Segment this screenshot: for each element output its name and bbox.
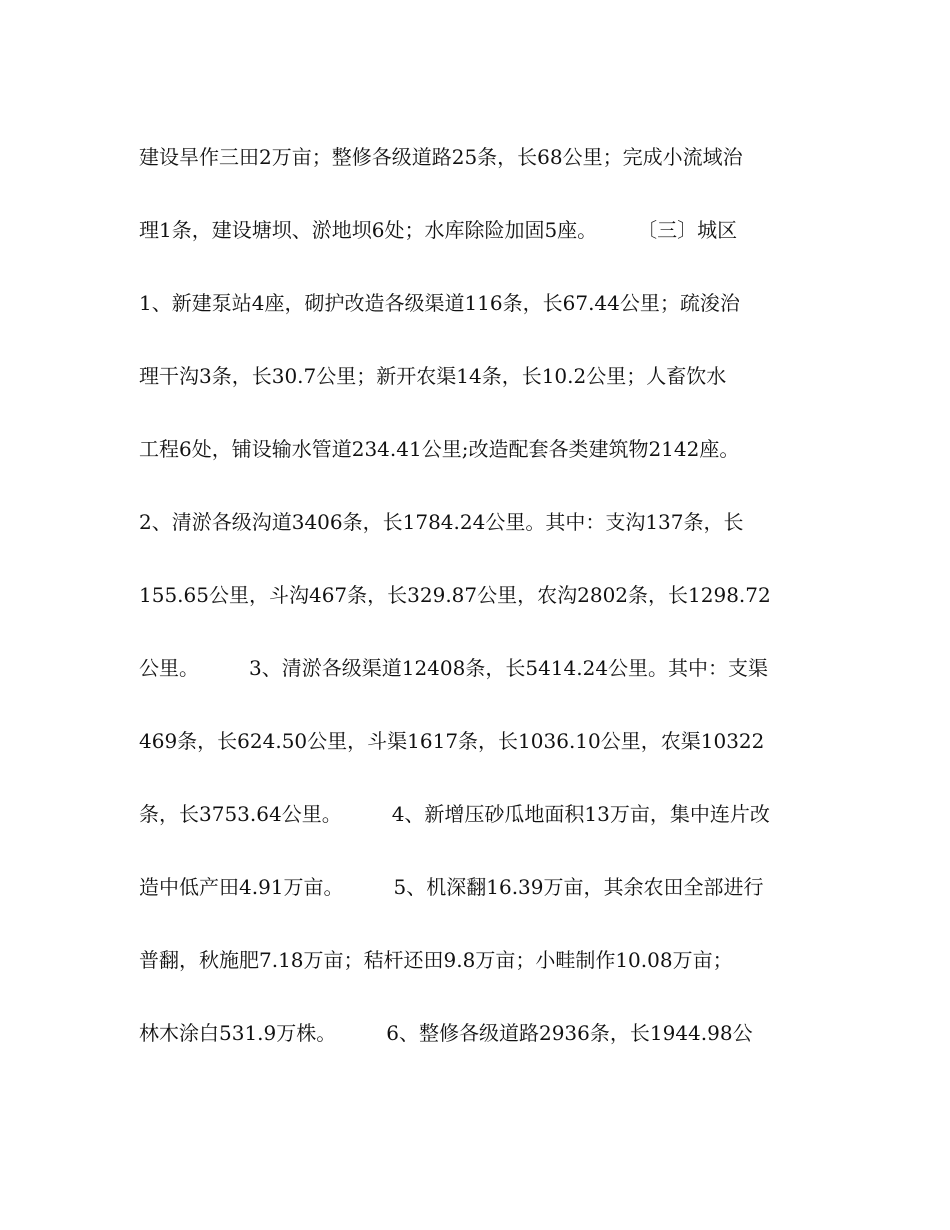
text-line: 公里。 3、清淤各级渠道12408条，长5414.24公里。其中：支渠: [139, 656, 769, 680]
text-line: 建设旱作三田2万亩；整修各级道路25条，长68公里；完成小流域治: [139, 145, 743, 169]
text-line: 1、新建泵站4座，砌护改造各级渠道116条，长67.44公里；疏浚治: [139, 291, 740, 315]
text-line: 469条，长624.50公里，斗渠1617条，长1036.10公里，农渠10322: [139, 729, 765, 753]
text-line: 2、清淤各级沟道3406条，长1784.24公里。其中：支沟137条，长: [139, 510, 744, 534]
text-line: 普翻，秋施肥7.18万亩；秸杆还田9.8万亩；小畦制作10.08万亩；: [139, 948, 733, 972]
text-line: 理1条，建设塘坝、淤地坝6处；水库除险加固5座。 〔三〕城区: [139, 218, 738, 242]
text-line: 条，长3753.64公里。 4、新增压砂瓜地面积13万亩，集中连片改: [139, 802, 770, 826]
text-line: 林木涂白531.9万株。 6、整修各级道路2936条，长1944.98公: [139, 1021, 753, 1045]
text-line: 工程6处，铺设输水管道234.41公里;改造配套各类建筑物2142座。: [139, 437, 740, 461]
body-text: [139, 137, 819, 1086]
text-line: 155.65公里，斗沟467条，长329.87公里，农沟2802条，长1298.72: [139, 583, 771, 607]
text-line: 理干沟3条，长30.7公里；新开农渠14条，长10.2公里；人畜饮水: [139, 364, 727, 388]
text-line: 造中低产田4.91万亩。 5、机深翻16.39万亩，其余农田全部进行: [139, 875, 764, 899]
